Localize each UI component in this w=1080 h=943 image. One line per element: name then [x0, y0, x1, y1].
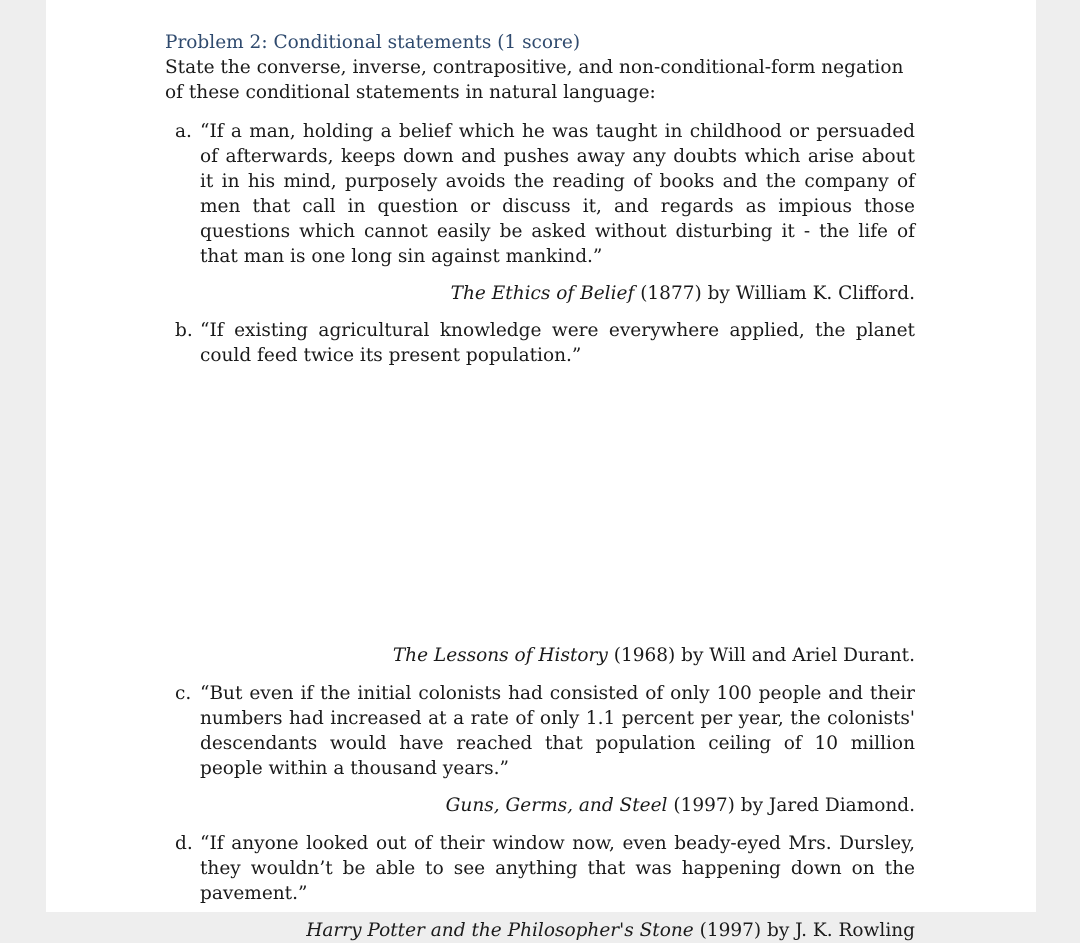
citation-title: The Lessons of History [392, 645, 608, 666]
list-item-b [165, 318, 915, 368]
citation-c [165, 793, 915, 818]
citation-d [165, 918, 915, 943]
citation-title: Guns, Germs, and Steel [445, 795, 668, 816]
citation-b [165, 643, 915, 668]
item-quote: “But even if the initial colonists had consisted of only 100 people and their numbers had increased at a rate of only 1.1 percent per year, the colonists' descendants would have reached that population ceiling of 10 million people within a thousand years.” [200, 683, 915, 779]
problem-instruction: State the converse, inverse, contrapositive, and non-conditional-form negation of these conditional statements in natural language: [165, 57, 904, 103]
list-item-a [165, 119, 915, 269]
item-marker: d. [175, 833, 193, 854]
citation-a [165, 281, 915, 306]
citation-details: (1877) by William K. Clifford. [634, 283, 915, 304]
item-quote: “If existing agricultural knowledge were everywhere applied, the planet could feed twice its present population.” [200, 320, 915, 366]
item-marker: b. [175, 320, 193, 341]
item-quote: “If anyone looked out of their window now, even beady-eyed Mrs. Dursley, they wouldn’t be able to see anything that was happening down on the pavement.” [200, 833, 915, 904]
citation-details: (1997) by J. K. Rowling [693, 920, 915, 941]
problem-content [165, 30, 915, 943]
citation-details: (1997) by Jared Diamond. [667, 795, 915, 816]
list-item-d [165, 831, 915, 906]
item-marker: c. [175, 683, 192, 704]
answer-space [165, 368, 915, 631]
citation-details: (1968) by Will and Ariel Durant. [607, 645, 915, 666]
citation-title: Harry Potter and the Philosopher's Stone [306, 920, 694, 941]
list-item-c [165, 681, 915, 781]
item-quote: “If a man, holding a belief which he was taught in childhood or persuaded of afterwards, keeps down and pushes away any doubts which arise about it in his mind, purposely avoids the reading of books and the company of men that call in question or discuss it, and regards as impious those questions which cannot easily be asked without disturbing it - the life of that man is one long sin against mankind.” [200, 121, 915, 267]
item-marker: a. [175, 121, 192, 142]
document-page [46, 0, 1036, 941]
citation-title: The Ethics of Belief [450, 283, 635, 304]
problem-title: Problem 2: Conditional statements (1 score) [165, 32, 581, 53]
